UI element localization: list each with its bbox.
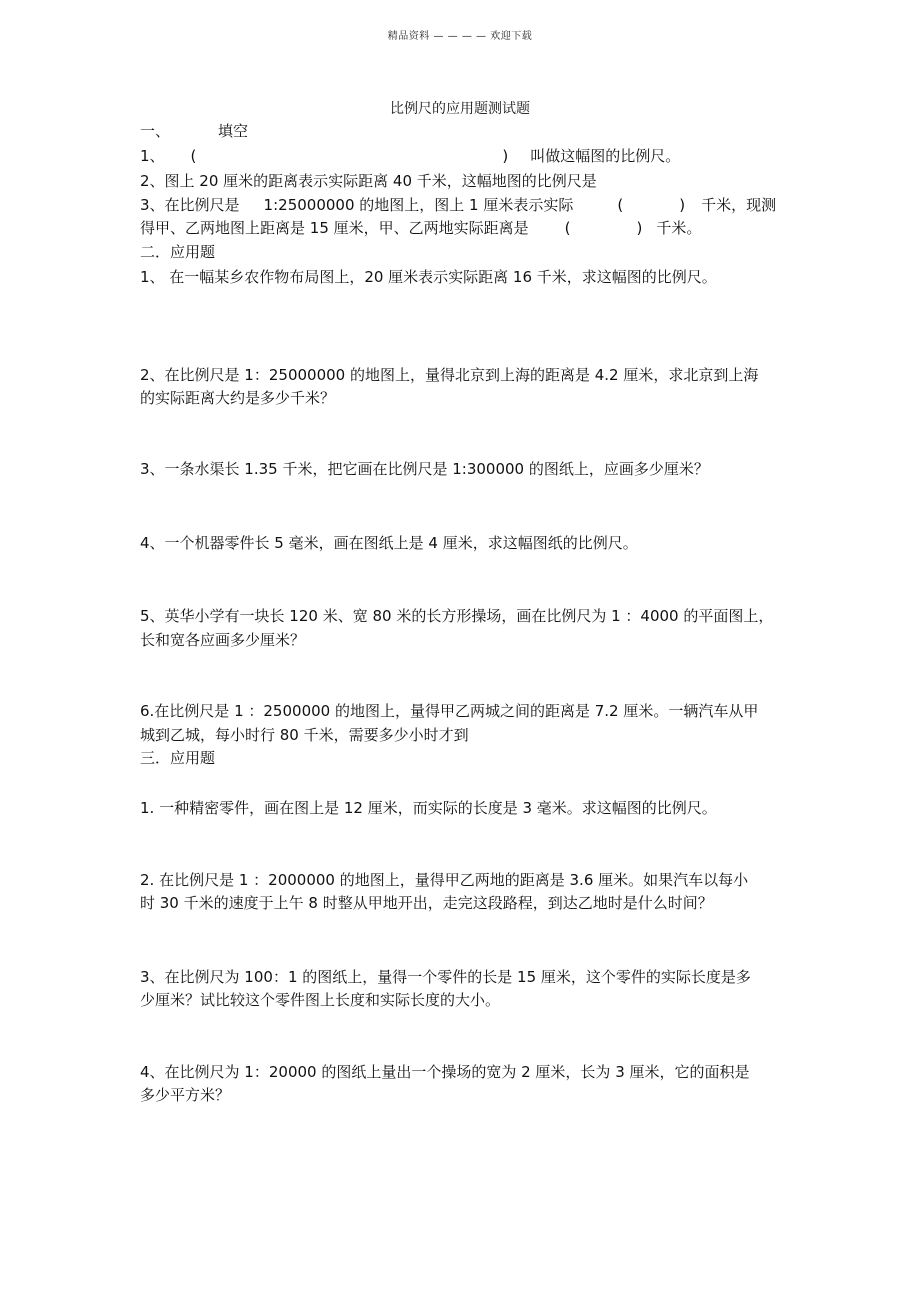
sec3-question-4-line-1: 4、在比例尺为 1：20000 的图纸上量出一个操场的宽为 2 厘米，长为 3 厘米，它的面积是 <box>140 1063 750 1081</box>
fill-q3-part-e: 千米。 <box>656 219 702 237</box>
fill-question-2: 2、图上 20 厘米的距离表示实际距离 40 千米，这幅地图的比例尺是 <box>140 172 597 190</box>
fill-q3-part-b: 1:25000000 的地图上，图上 1 厘米表示实际 <box>263 196 574 214</box>
sec3-question-3-line-1: 3、在比例尺为 100：1 的图纸上，量得一个零件的长是 15 厘米，这个零件的实际长度是多 <box>140 968 751 986</box>
sec3-question-2-line-2: 时 30 千米的速度于上午 8 时整从甲地开出，走完这段路程，到达乙地时是什么时间？ <box>140 894 713 912</box>
fill-q1-open-paren: ( <box>190 147 197 165</box>
sec3-question-4-line-2: 多少平方米？ <box>140 1086 231 1104</box>
sec3-question-1: 1. 一种精密零件，画在图上是 12 厘米，而实际的长度是 3 毫米。求这幅图的比例尺。 <box>140 799 717 817</box>
fill-q3-close-paren-1: ) <box>679 196 686 214</box>
app-question-5-line-1: 5、英华小学有一块长 120 米、宽 80 米的长方形操场，画在比例尺为 1 ：4000 的平面图上， <box>140 607 774 625</box>
fill-question-3-line-2 <box>140 217 701 239</box>
section-1-heading <box>140 120 248 142</box>
app-question-6-line-2: 城到乙城，每小时行 80 千米，需要多少小时才到 <box>140 726 469 744</box>
app-question-1: 1、 在一幅某乡农作物布局图上，20 厘米表示实际距离 16 千米，求这幅图的比例尺。 <box>140 268 717 286</box>
section-1-label: 填空 <box>218 122 249 140</box>
app-question-4: 4、一个机器零件长 5 毫米，画在图纸上是 4 厘米，求这幅图纸的比例尺。 <box>140 534 638 552</box>
sec3-question-3-line-2: 少厘米？试比较这个零件图上长度和实际长度的大小。 <box>140 991 501 1009</box>
app-question-2-line-1: 2、在比例尺是 1：25000000 的地图上，量得北京到上海的距离是 4.2 厘米，求北京到上海 <box>140 366 759 384</box>
sec3-question-2-line-1: 2. 在比例尺是 1 ：2000000 的地图上，量得甲乙两地的距离是 3.6 厘米。如果汽车以每小 <box>140 871 749 889</box>
section-1-number: 一、 <box>140 122 171 140</box>
fill-q3-open-paren-2: ( <box>564 219 571 237</box>
fill-q3-open-paren-1: ( <box>617 196 624 214</box>
app-question-5-line-2: 长和宽各应画多少厘米？ <box>140 631 306 649</box>
fill-q1-close-paren: ) <box>502 147 509 165</box>
section-3-heading: 三．应用题 <box>140 749 216 767</box>
section-2-heading: 二．应用题 <box>140 243 216 261</box>
fill-q3-close-paren-2: ) <box>636 219 643 237</box>
fill-question-1 <box>140 145 680 167</box>
fill-q1-text: 叫做这幅图的比例尺。 <box>530 147 681 165</box>
fill-q3-part-a: 3、在比例尺是 <box>140 196 240 214</box>
fill-question-3-line-1 <box>140 194 776 216</box>
app-question-2-line-2: 的实际距离大约是多少千米？ <box>140 389 336 407</box>
fill-q3-part-c: 千米，现测 <box>701 196 777 214</box>
fill-q1-number: 1、 <box>140 147 165 165</box>
page-header: 精品资料 — — — — 欢迎下载 <box>387 31 533 42</box>
page-title: 比例尺的应用题测试题 <box>390 101 530 117</box>
app-question-3: 3、一条水渠长 1.35 千米，把它画在比例尺是 1:300000 的图纸上，应画多少厘米？ <box>140 460 709 478</box>
app-question-6-line-1: 6.在比例尺是 1 ：2500000 的地图上，量得甲乙两城之间的距离是 7.2 厘米。一辆汽车从甲 <box>140 702 759 720</box>
fill-q3-part-d: 得甲、乙两地图上距离是 15 厘米，甲、乙两地实际距离是 <box>140 219 529 237</box>
